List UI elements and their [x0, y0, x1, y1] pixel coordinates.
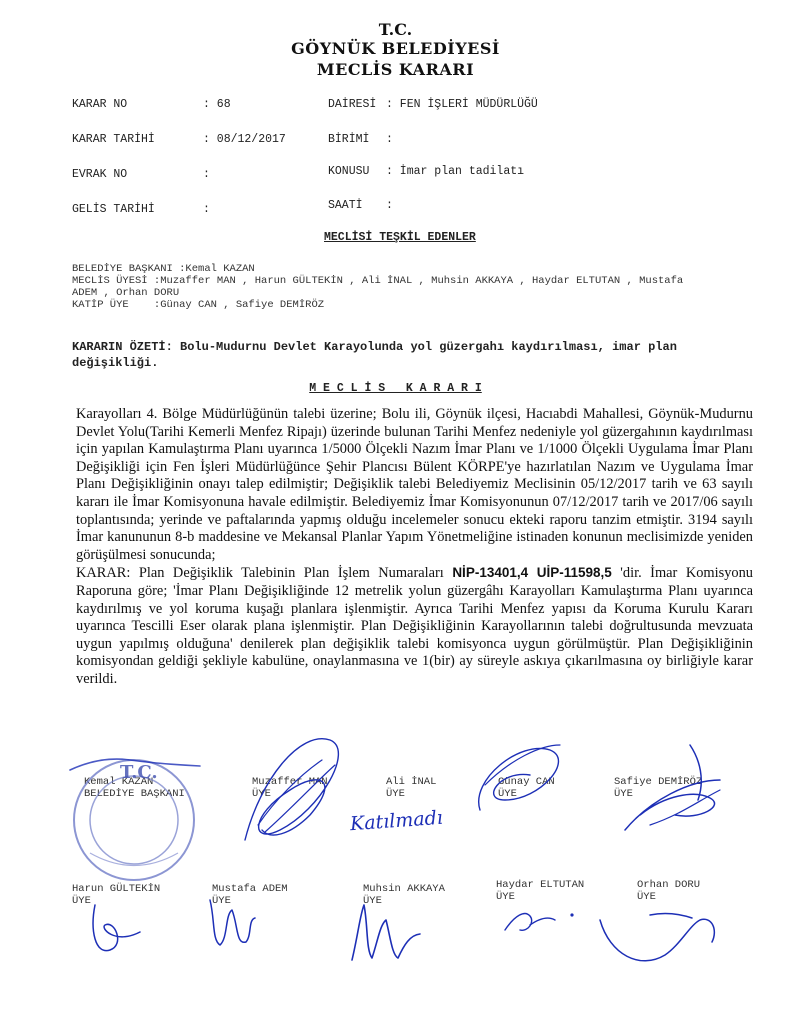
signature-label-safiye: Safiye DEMİRÖZ ÜYE	[614, 776, 703, 800]
saati-value: :	[386, 199, 393, 212]
signature-muhsin	[352, 905, 420, 960]
signature-label-ali: Ali İNAL ÜYE	[386, 776, 437, 800]
saati-label: SAATİ	[328, 199, 363, 212]
birimi-label: BİRİMİ	[328, 133, 370, 146]
karar-no-label: KARAR NO	[72, 98, 128, 111]
body-paragraph-1: Karayolları 4. Bölge Müdürlüğünün talebi üzerine; Bolu ili, Göynük ilçesi, Hacıabdi Mahallesi, Göynük-Mudurnu Devlet Yolu(Tarihi Kemerli Menfez Ripajı) üzerinde bulunan Tarihi Menfez nedeniyle yol güzergahının kaydırılması için yapılan Kamulaştırma Planı uyarınca 1/5000 Ölçekli Nazım İmar Planı ve 1/1000 Ölçekli Uygulama İmar Planı Değişikliği için Fen İşleri Müdürlüğünce Şehir Plancısı Bülent KÖRPE'ye hazırlatılan Nazım ve Uygulama İmar Planı Değişikliğinin onayı talep edilmiştir; Değişiklik talebi Belediyemiz Meclisinin 05/12/2017 tarih ve 63 sayılı kararı ile İmar Komisyonuna havale edilmiştir. Belediyemiz İmar Komisyonunun 07/12/2017 tarih ve 2017/06 sayılı toplantısında; yerinde ve paftalarında yapmış olduğu incelemeler sonucu ekteki raporu tanzim etmiştir. 3194 sayılı İmar kanununun 8-b maddesine ve Mekansal Planlar Yapım Yönetmeliğine istinaden konunun meclisimizde yeniden görüşülmesi sonucunda;	[76, 406, 753, 563]
signature-safiye	[625, 745, 720, 830]
signatures-layer	[0, 720, 791, 980]
signature-label-haydar: Haydar ELTUTAN ÜYE	[496, 879, 585, 903]
signature-harun	[93, 905, 140, 951]
evrak-no-label: EVRAK NO	[72, 168, 128, 181]
mayor-line: BELEDİYE BAŞKANI :Kemal KAZAN	[72, 263, 255, 275]
karar-tarihi-value: : 08/12/2017	[203, 133, 286, 146]
members-block	[72, 263, 762, 311]
signature-label-muzaffer: Muzaffer MAN ÜYE	[252, 776, 328, 800]
absent-note: Katılmadı	[349, 806, 444, 836]
birimi-value: :	[386, 133, 393, 146]
composition-title: MECLİSİ TEŞKİL EDENLER	[324, 231, 476, 244]
signature-label-muhsin: Muhsin AKKAYA ÜYE	[363, 883, 445, 907]
signature-haydar	[505, 913, 574, 930]
signature-orhan	[600, 914, 714, 961]
dairesi-label: DAİRESİ	[328, 98, 377, 111]
body-karar-rest: 'dir. İmar Komisyonu Raporuna göre; 'İmar Planı Değişikliğinde 12 metrelik yolun güzergâhı Karayolları Kamulaştırma Planı uyarınca kaydırılmış ve yol koruma kuşağı planlara işlenmiştir. Ayrıca Tarihi Menfez yapısı da Koruma Kurulu Kararı uyarınca Tescilli Eser olarak plana işlenmiştir. Plan Değişikliğinin Karayollarının talebi doğrultusunda mevzuata uygun yapılmış olduğuna' denilerek plan değişiklik talebi komisyonca uygun görülmüştür. Plan Değişikliğinin komisyondan geldiği şekliyle kabulüne, onaylanmasına ve 1(bir) ay süreyle askıya çıkarılmasına oy birliğiyle karar verildi.	[76, 565, 753, 687]
signature-muzaffer	[245, 739, 338, 840]
signature-label-orhan: Orhan DORU ÜYE	[637, 879, 701, 903]
signature-gunay	[479, 745, 560, 810]
decision-title: M E C L İ S K A R A R I	[309, 382, 482, 395]
karar-no-value: : 68	[203, 98, 231, 111]
decision-summary	[72, 339, 762, 371]
members-line-1: MECLİS ÜYESİ :Muzaffer MAN , Harun GÜLTEKİN , Ali İNAL , Muhsin AKKAYA , Haydar ELTUTAN , Mustafa	[72, 275, 684, 287]
signature-mustafa	[210, 900, 255, 945]
header-document-type: MECLİS KARARI	[316, 60, 475, 79]
konusu-value: : İmar plan tadilatı	[386, 165, 525, 178]
plan-numbers: NİP-13401,4 UİP-11598,5	[452, 565, 612, 581]
signature-label-mayor: Kemal KAZAN BELEDİYE BAŞKANI	[84, 776, 185, 800]
clerk-line: KATİP ÜYE :Günay CAN , Safiye DEMİRÖZ	[72, 299, 325, 311]
signature-label-harun: Harun GÜLTEKİN ÜYE	[72, 883, 161, 907]
header-tc: T.C.	[378, 20, 413, 39]
dairesi-value: : FEN İŞLERİ MÜDÜRLÜĞÜ	[386, 98, 538, 111]
signature-label-gunay: Günay CAN ÜYE	[498, 776, 555, 800]
decision-body	[76, 406, 753, 689]
header-municipality: GÖYNÜK BELEDİYESİ	[291, 39, 500, 58]
summary-line-2: değişikliği.	[72, 356, 159, 370]
summary-line-1: KARARIN ÖZETİ: Bolu-Mudurnu Devlet Karayolunda yol güzergahı kaydırılması, imar plan	[72, 340, 677, 354]
stamp-top-text: T.C.	[120, 762, 158, 783]
gelis-tarihi-label: GELİS TARİHİ	[72, 203, 155, 216]
evrak-no-value: :	[203, 168, 210, 181]
signature-label-mustafa: Mustafa ADEM ÜYE	[212, 883, 288, 907]
body-karar-start: KARAR: Plan Değişiklik Talebinin Plan İşlem Numaraları	[76, 565, 444, 582]
karar-tarihi-label: KARAR TARİHİ	[72, 133, 155, 146]
konusu-label: KONUSU	[328, 165, 370, 178]
members-line-2: ADEM , Orhan DORU	[72, 287, 180, 299]
gelis-tarihi-value: :	[203, 203, 210, 216]
